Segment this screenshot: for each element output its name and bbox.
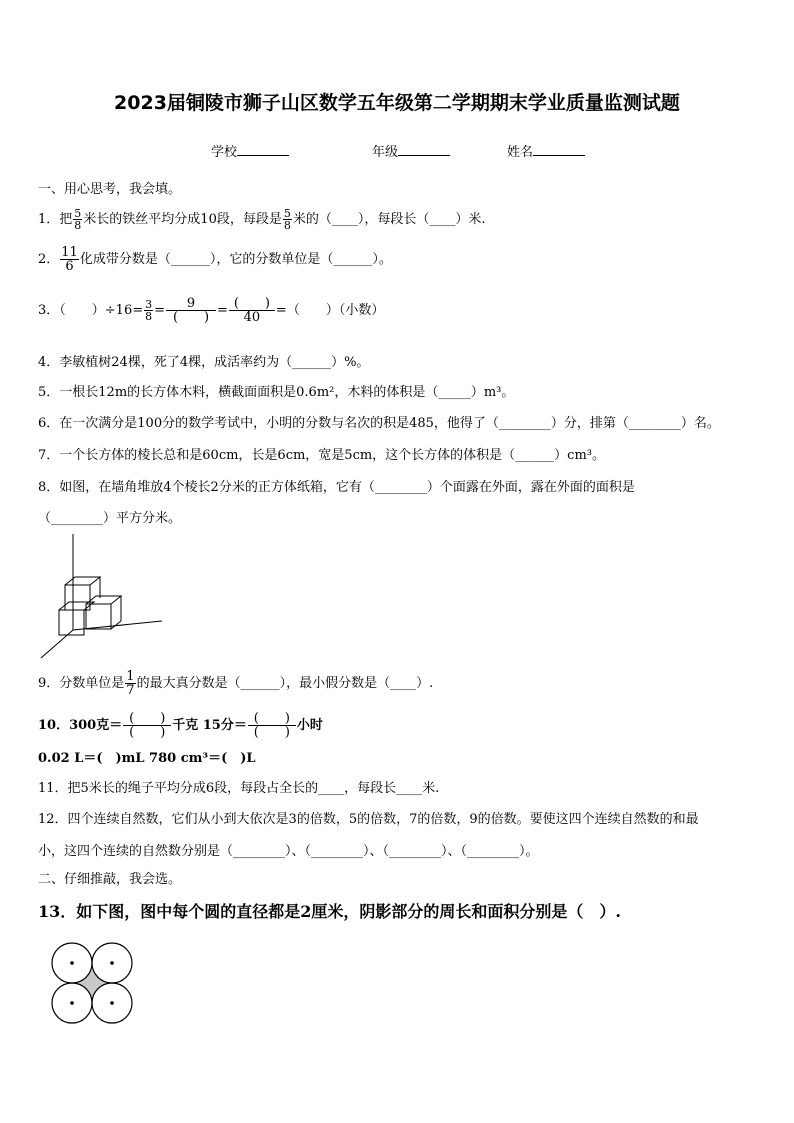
question-10 [38, 712, 323, 739]
question-13: 13．如下图，图中每个圆的直径都是2厘米，阴影部分的周长和面积分别是（ ）. [38, 902, 621, 921]
question-5: 5．一根长12m的长方体木料，横截面面积是0.6m²，木料的体积是（_____）m³。 [38, 385, 515, 400]
grade-blank [398, 141, 450, 156]
q3-equals-2: = [217, 303, 228, 318]
question-12-line-1: 12．四个连续自然数，它们从小到大依次是3的倍数，5的倍数，7的倍数，9的倍数。要使这四个连续自然数的和最 [38, 812, 699, 827]
question-1 [38, 208, 485, 231]
school-field [211, 141, 289, 162]
q2-text: 化成带分数是（______），它的分数单位是（______）。 [79, 252, 392, 267]
q3-equals-1: = [154, 303, 166, 318]
q2-fraction: $\frac{11}{6}$ [61, 245, 78, 274]
q9-text-b: 的最大真分数是（______），最小假分数是（____）. [136, 676, 434, 691]
q3-number: 3． [38, 303, 60, 318]
question-6: 6．在一次满分是100分的数学考试中，小明的分数与名次的积是485，他得了（________）分，排第（________）名。 [38, 416, 720, 431]
q9-fraction: $\frac{1}{7}$ [126, 669, 135, 698]
q10-text-b: 千克 15分＝ [172, 718, 247, 733]
grade-label: 年级 [372, 145, 399, 160]
question-11: 11．把5米长的绳子平均分成6段，每段占全长的____，每段长____米. [38, 781, 440, 796]
section-2-heading: 二、仔细推敲，我会选。 [38, 872, 182, 887]
q10-fraction-b: $\frac{( )}{( )}$ [248, 712, 296, 739]
question-7: 7．一个长方体的棱长总和是60cm，长是6cm，宽是5cm，这个长方体的体积是（______）cm³。 [38, 448, 605, 463]
q9-text-a: 分数单位是 [59, 676, 125, 691]
section-1-heading: 一、用心思考，我会填。 [38, 182, 182, 197]
q10-number: 10． [38, 718, 70, 733]
name-blank [533, 141, 585, 156]
q3-fraction-b: $\frac{9}{( )}$ [166, 297, 216, 324]
q9-number: 9． [38, 676, 60, 691]
q1-text-b: 米长的铁丝平均分成10段，每段是 [83, 212, 282, 227]
school-blank [237, 141, 289, 156]
question-8-line-1: 8．如图，在墙角堆放4个棱长2分米的正方体纸箱，它有（________）个面露在外面，露在外面的面积是 [38, 480, 635, 495]
page-title: 2023届铜陵市狮子山区数学五年级第二学期期末学业质量监测试题 [114, 92, 680, 114]
q2-number: 2． [38, 252, 60, 267]
q1-text-a: 把 [59, 212, 73, 227]
four-circles-figure [50, 942, 134, 1024]
question-10-line-2: 0.02 L＝( )mL 780 cm³＝( )L [38, 751, 256, 766]
q1-number: 1． [38, 212, 60, 227]
question-9 [38, 670, 433, 697]
question-2 [38, 246, 392, 273]
question-3 [38, 297, 384, 324]
grade-field [372, 141, 450, 162]
q3-text-b: =（ ）（小数） [275, 303, 385, 318]
question-12-line-2: 小，这四个连续的自然数分别是（________）、（________）、（________）、（________）。 [38, 844, 539, 859]
q3-text-a: （ ）÷16= [59, 303, 144, 318]
q3-fraction-c: $\frac{( )}{40}$ [229, 297, 275, 324]
q1-fraction-b: $\frac{5}{8}$ [283, 207, 291, 232]
name-field [507, 141, 585, 162]
stacked-cubes-figure [38, 532, 164, 660]
q10-text-c: 小时 [296, 718, 323, 733]
question-4: 4．李敏植树24棵，死了4棵，成活率约为（______）%。 [38, 355, 370, 370]
q3-fraction-a: $\frac{3}{8}$ [145, 298, 153, 323]
name-label: 姓名 [507, 145, 534, 160]
q10-fraction-a: $\frac{( )}{( )}$ [123, 712, 171, 739]
question-8-line-2: （________）平方分米。 [38, 511, 182, 526]
q10-text-a: 300克＝ [69, 718, 123, 733]
q1-fraction-a: $\frac{5}{8}$ [74, 207, 82, 232]
school-label: 学校 [211, 145, 238, 160]
q1-text-c: 米的（____），每段长（____）米. [292, 212, 486, 227]
